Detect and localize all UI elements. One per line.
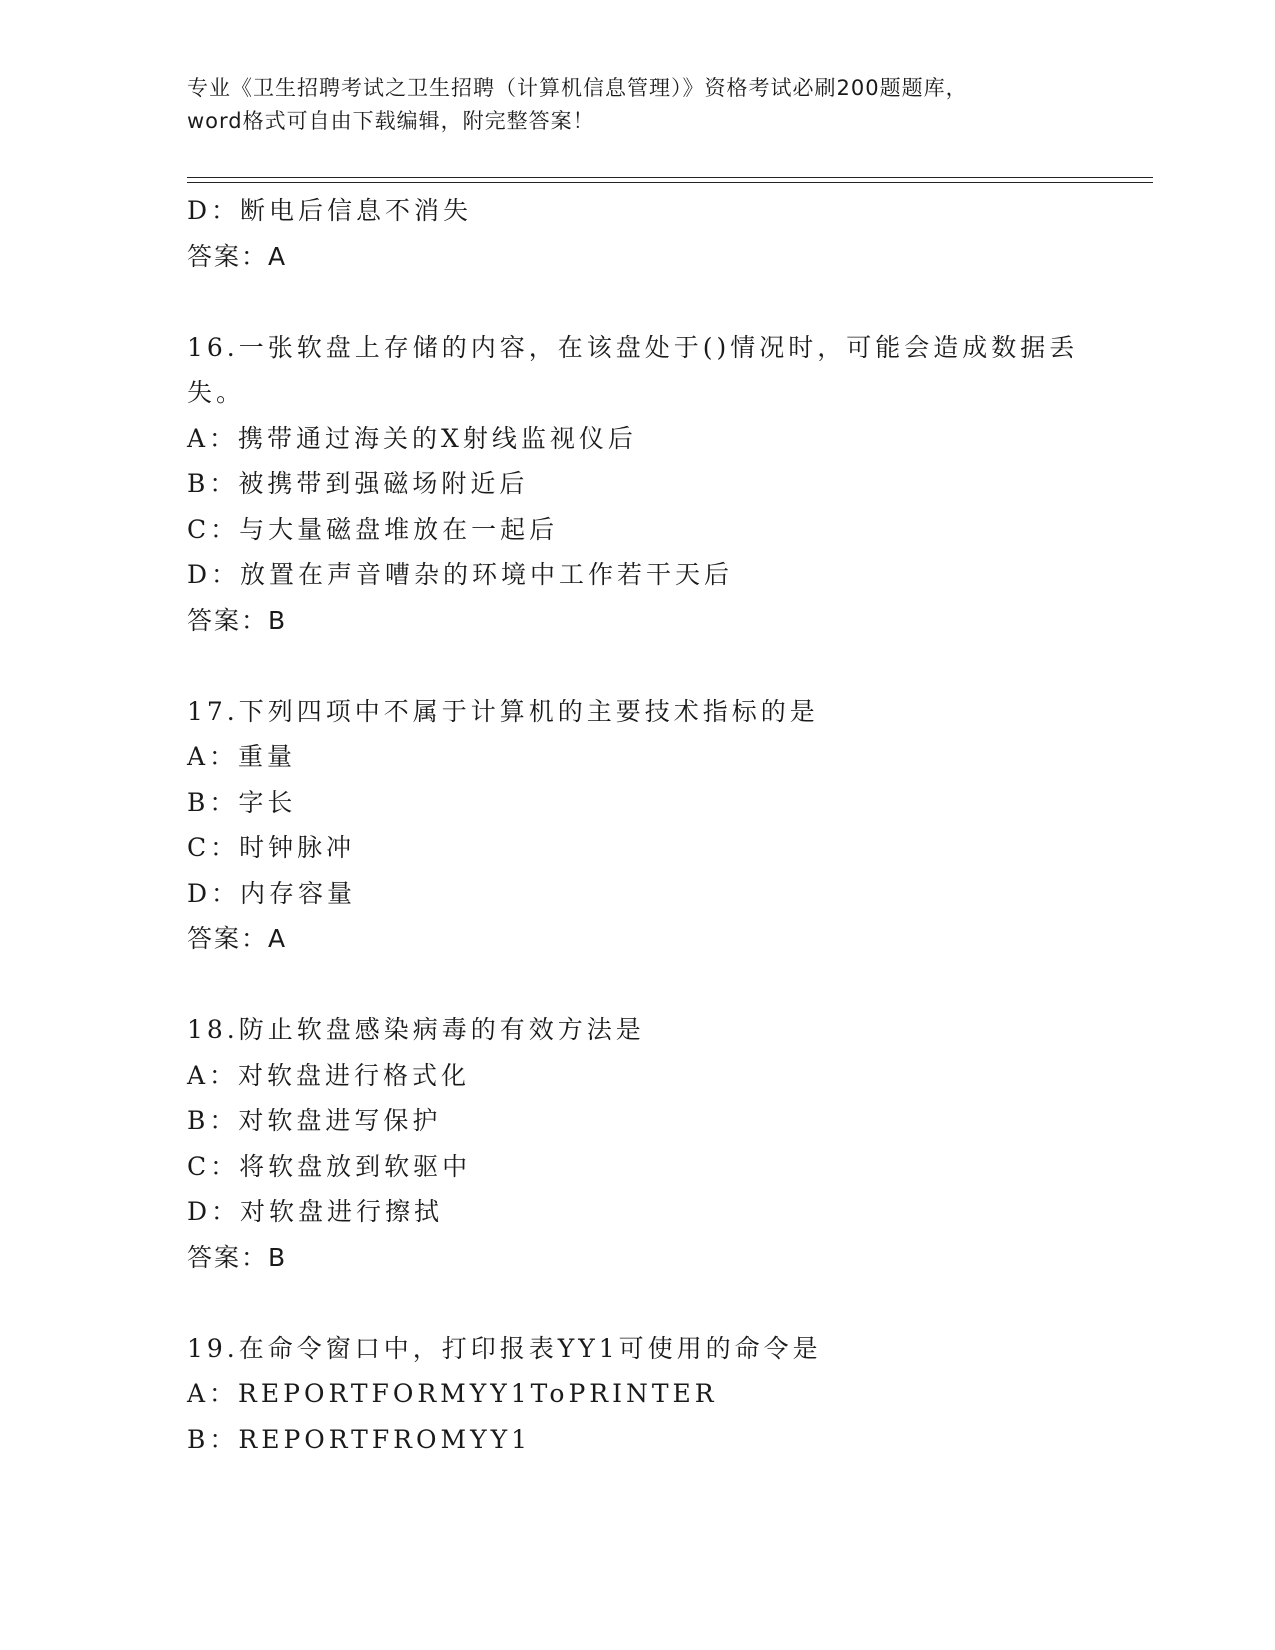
option-b: B：被携带到强磁场附近后 (187, 469, 529, 498)
answer-line: 答案：A (187, 241, 288, 271)
option-d: D：放置在声音嘈杂的环境中工作若干天后 (187, 560, 734, 589)
question-19 (187, 1326, 1087, 1463)
option-a: A：REPORTFORMYY1ToPRINTER (187, 1379, 718, 1408)
option-d: D：内存容量 (187, 878, 357, 908)
option-a: A：携带通过海关的X射线监视仪后 (187, 423, 637, 453)
option-c: C：时钟脉冲 (187, 833, 356, 862)
option-d: D：断电后信息不消失 (187, 196, 473, 225)
spacer (187, 279, 1087, 325)
question-stem-line-2: 失。 (187, 378, 246, 407)
spacer (187, 962, 1087, 1008)
question-stem: 19.在命令窗口中，打印报表YY1可使用的命令是 (187, 1333, 822, 1363)
question-18 (187, 1007, 1087, 1280)
answer-line: 答案：B (187, 1242, 288, 1272)
spacer (187, 1280, 1087, 1326)
question-16 (187, 325, 1087, 644)
question-stem: 17.下列四项中不属于计算机的主要技术指标的是 (187, 696, 819, 726)
option-b: B：对软盘进写保护 (187, 1106, 442, 1135)
option-c: C：与大量磁盘堆放在一起后 (187, 514, 559, 544)
option-b: B：REPORTFROMYY1 (187, 1424, 531, 1454)
question-17 (187, 689, 1087, 962)
option-a: A：重量 (187, 742, 297, 771)
option-d: D：对软盘进行擦拭 (187, 1197, 444, 1226)
question-15-continued (187, 188, 1087, 279)
question-stem: 18.防止软盘感染病毒的有效方法是 (187, 1015, 645, 1044)
option-c: C：将软盘放到软驱中 (187, 1151, 472, 1181)
question-list (187, 188, 1087, 1462)
answer-line: 答案：B (187, 605, 288, 635)
document-header (187, 72, 1087, 138)
question-stem-line-1: 16.一张软盘上存储的内容，在该盘处于()情况时，可能会造成数据丢 (187, 332, 1079, 362)
option-b: B：字长 (187, 787, 297, 817)
option-a: A：对软盘进行格式化 (187, 1060, 471, 1090)
spacer (187, 643, 1087, 689)
header-title-line-1: 专业《卫生招聘考试之卫生招聘（计算机信息管理）》资格考试必刷200题题库， (187, 76, 968, 100)
header-divider-bottom (187, 182, 1153, 183)
answer-line: 答案：A (187, 924, 288, 953)
header-title-line-2: word格式可自由下载编辑，附完整答案！ (187, 109, 595, 133)
header-divider-top (187, 177, 1153, 178)
